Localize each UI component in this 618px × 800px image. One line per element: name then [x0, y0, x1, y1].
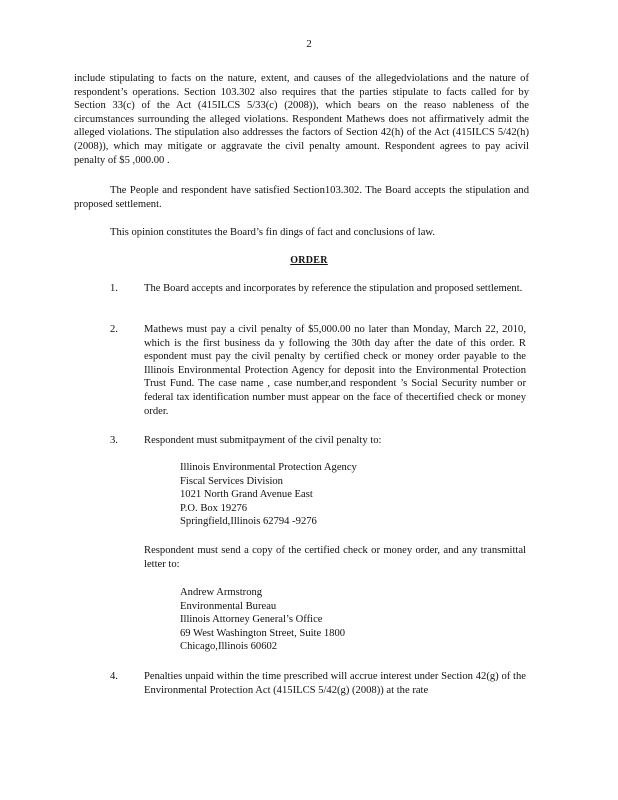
address-line: Illinois Environmental Protection Agency: [180, 462, 357, 473]
address-line: 1021 North Grand Avenue East: [180, 489, 313, 501]
address-line: 69 West Washington Street, Suite 1800: [180, 627, 346, 639]
order-item-text: Respondent must submitpayment of the civil penalty to:: [144, 435, 382, 446]
order-item-text: Mathews must pay a civil penalty of $5,000.00 no later than Monday, March 22, 2010, which is the first business da y following the 30th day after the date of this order. R espondent must pay the civil penalty by certified check or money order payable to the Illinois Environmental Protection Agency for deposit into the Environmental Protection Trust Fund. The case name , case number,and respondent ’s Social Security number or federal tax identification number must appear on the face of thecertified check or money order.: [144, 324, 526, 417]
page-number: 2: [306, 38, 312, 50]
address-line: P.O. Box 19276: [180, 502, 248, 514]
opinion-paragraph-findings: This opinion constitutes the Board’s fin dings of fact and conclusions of law.: [110, 227, 436, 238]
address-line: Springfield,Illinois 62794 -9276: [180, 516, 317, 528]
address-line: Fiscal Services Division: [180, 475, 283, 487]
address-line: Illinois Attorney General’s Office: [180, 614, 323, 626]
order-item-number: 4.: [110, 671, 118, 682]
order-item-text: The Board accepts and incorporates by reference the stipulation and proposed settlement.: [144, 283, 523, 294]
transmittal-instruction: Respondent must send a copy of the certified check or money order, and any transmittal letter to:: [144, 545, 526, 570]
address-line: Andrew Armstrong: [180, 587, 263, 598]
attorney-general-address-block: [180, 586, 480, 654]
order-heading: ORDER: [290, 255, 328, 266]
address-line: Environmental Bureau: [180, 600, 277, 612]
order-item-number: 2.: [110, 324, 118, 335]
order-item-number: 1.: [110, 283, 118, 294]
payment-address-block: [180, 461, 480, 529]
opinion-paragraph-settlement: The People and respondent have satisfied Section103.302. The Board accepts the stipulation and proposed settlement.: [74, 185, 529, 210]
address-line: Chicago,Illinois 60602: [180, 641, 278, 653]
order-item-text: Penalties unpaid within the time prescribed will accrue interest under Section 42(g) of the Environmental Protection Act (415ILCS 5/42(g) (2008)) at the rate: [144, 671, 526, 696]
order-item-number: 3.: [110, 435, 118, 446]
opinion-paragraph-stipulation: include stipulating to facts on the nature, extent, and causes of the allegedviolations and the nature of respondent’s operations. Section 103.302 also requires that the parties stipulate to facts called for by Section 33(c) of the Act (415ILCS 5/33(c) (2008)), which bears on the reaso nableness of the circumstances surrounding the alleged violations. Respondent Mathews does not affirmatively admit the alleged violations. The stipulation also addresses the factors of Section 42(h) of the Act (415ILCS 5/42(h) (2008)), which may mitigate or aggravate the civil penalty amount. Respondent agrees to pay acivil penalty of $5 ,000.00 .: [74, 73, 529, 166]
